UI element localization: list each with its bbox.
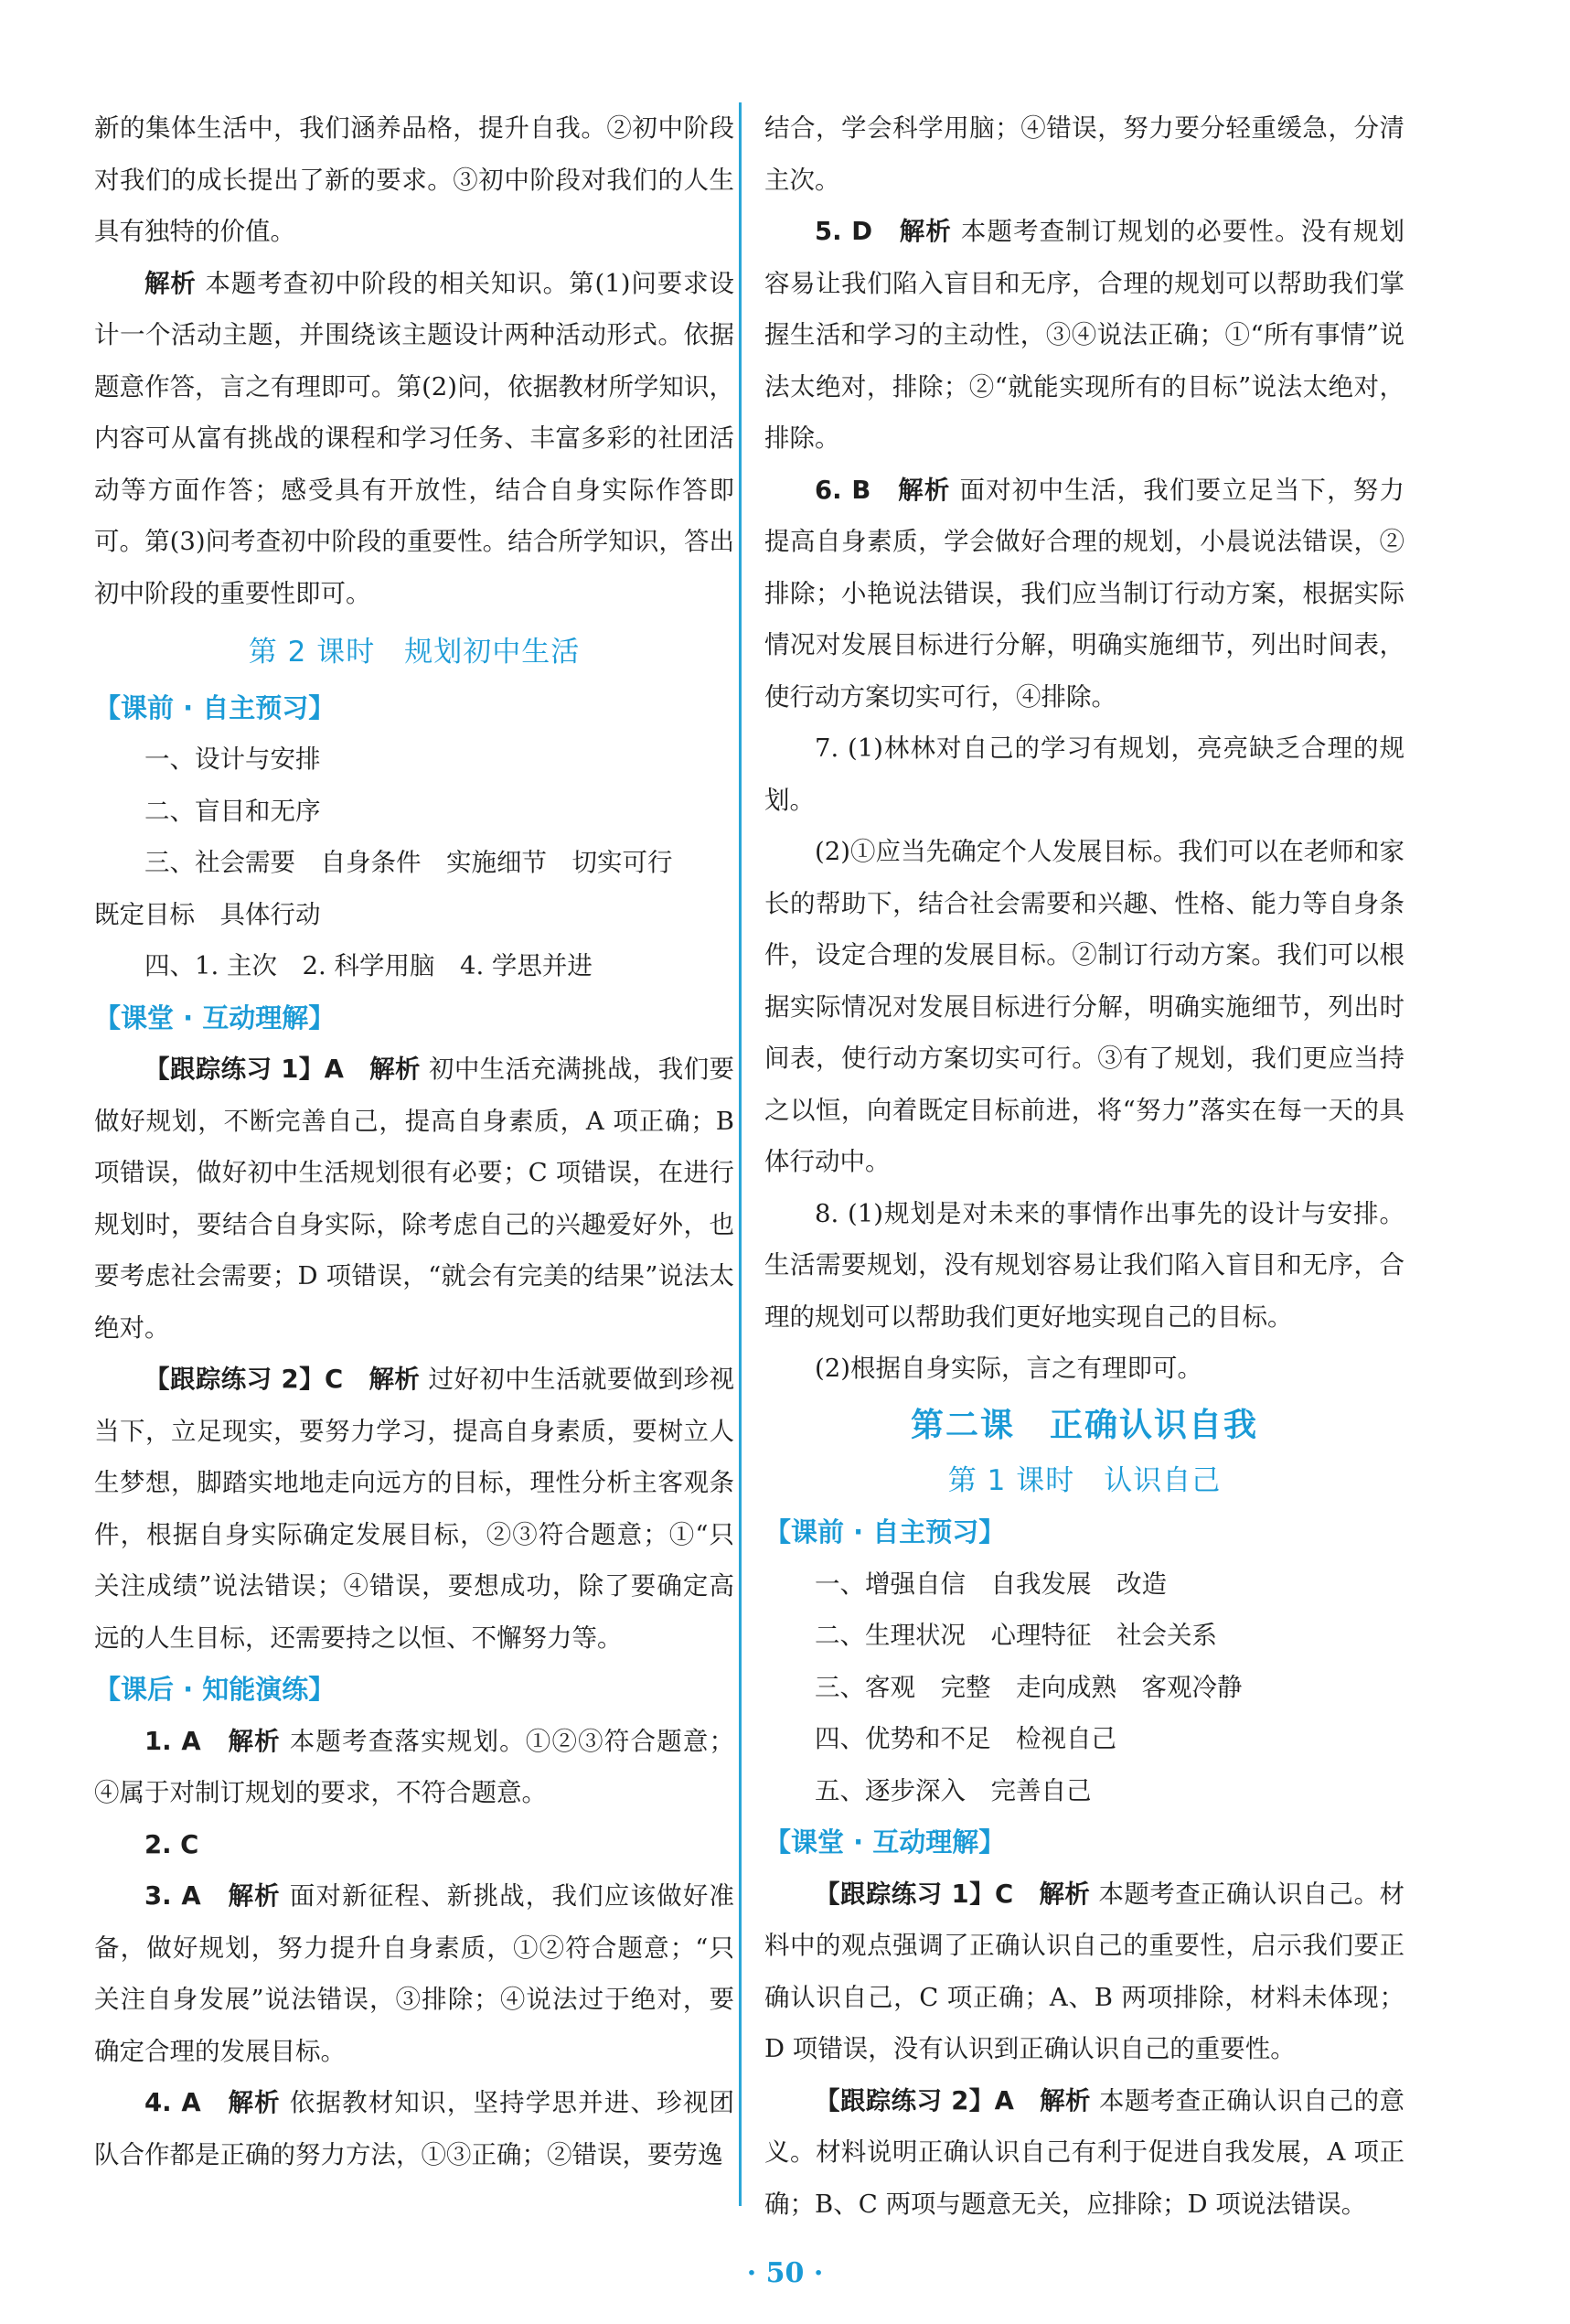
question-answer <box>764 206 1404 465</box>
answer-line: 四、1. 主次 2. 科学用脑 4. 学思并进 <box>144 951 593 980</box>
answer-line: 三、社会需要 自身条件 实施细节 切实可行 <box>144 848 673 877</box>
question-text: 面对初中生活，我们要立足当下，努力提高自身素质，学会做好合理的规划，小晨说法错误，②排除；小艳说法错误，我们应当制订行动方案，根据实际情况对发展目标进行分解，明确实施细节，列出时间表，使行动方案切实可行，④排除。 <box>764 475 1404 712</box>
analysis-label: 解析 <box>144 268 197 298</box>
question-text: 面对新征程、新挑战，我们应该做好准备，做好规划，努力提升自身素质，①②符合题意；“只关注自身发展”说法错误，③排除；④说法过于绝对，要确定合理的发展目标。 <box>94 1881 734 2066</box>
question-label: 1. A 解析 <box>144 1726 281 1756</box>
section-heading: 【课前 · 自主预习】 <box>94 691 336 723</box>
section-heading: 【课前 · 自主预习】 <box>764 1516 1006 1548</box>
question-label: 4. A 解析 <box>144 2088 281 2117</box>
section-heading: 【课堂 · 互动理解】 <box>764 1826 1006 1858</box>
question-answer <box>764 465 1404 723</box>
paragraph: 新的集体生活中，我们涵养品格，提升自我。②初中阶段对我们的成长提出了新的要求。③初中阶段对我们的人生具有独特的价值。 <box>94 113 734 246</box>
answer-line: 一、增强自信 自我发展 改造 <box>815 1569 1167 1599</box>
exercise-label: 【跟踪练习 2】C 解析 <box>144 1365 421 1394</box>
answer-line: 五、逐步深入 完善自己 <box>815 1775 1092 1805</box>
paragraph: 结合，学会科学用脑；④错误，努力要分轻重缓急，分清主次。 <box>764 113 1404 195</box>
exercise-answer <box>764 1869 1404 2075</box>
question-text: 本题考查落实规划。①②③符合题意；④属于对制订规划的要求，不符合题意。 <box>94 1726 734 1807</box>
question-label: 3. A 解析 <box>144 1881 281 1911</box>
exercise-text: 过好初中生活就要做到珍视当下，立足现实，要努力学习，提高自身素质，要树立人生梦想，脚踏实地地走向远方的目标，理性分析主客观条件，根据自身实际确定发展目标，②③符合题意；①“只关注成绩”说法错误；④错误，要想成功，除了要确定高远的人生目标，还需要持之以恒、不懈努力等。 <box>94 1365 735 1653</box>
exercise-label: 【跟踪练习 1】A 解析 <box>144 1055 421 1084</box>
answer-line: 一、设计与安排 <box>144 744 321 774</box>
exercise-label: 【跟踪练习 1】C 解析 <box>815 1879 1091 1909</box>
question-text: 本题考查制订规划的必要性。没有规划容易让我们陷入盲目和无序，合理的规划可以帮助我们掌握生活和学习的主动性，③④说法正确；①“所有事情”说法太绝对，排除；②“就能实现所有的目标”说法太绝对，排除。 <box>764 217 1405 453</box>
right-column <box>764 102 1404 2230</box>
exercise-text: 本题考查正确认识自己的意义。材料说明正确认识自己有利于促进自我发展，A 项正确；B、C 两项与题意无关，应排除；D 项说法错误。 <box>764 2085 1404 2219</box>
exercise-text: 初中生活充满挑战，我们要做好规划，不断完善自己，提高自身素质，A 项正确；B 项错误，做好初中生活规划很有必要；C 项错误，在进行规划时，要结合自身实际，除考虑自己的兴趣爱好外，也要考虑社会需要；D 项错误，“就会有完美的结果”说法太绝对。 <box>94 1055 734 1343</box>
question-label: 6. B 解析 <box>815 475 951 505</box>
question-text: 依据教材知识，坚持学思并进、珍视团队合作都是正确的努力方法，①③正确；②错误，要劳逸 <box>94 2088 734 2169</box>
answer-line: 二、盲目和无序 <box>144 796 321 826</box>
exercise-label: 【跟踪练习 2】A 解析 <box>815 2085 1091 2115</box>
lesson-title: 第 1 课时 认识自己 <box>947 1463 1222 1497</box>
analysis-text: 本题考查初中阶段的相关知识。第(1)问要求设计一个活动主题，并围绕该主题设计两种活动形式。依据题意作答，言之有理即可。第(2)问，依据教材所学知识，内容可从富有挑战的课程和学习任务、丰富多彩的社团活动等方面作答；感受具有开放性，结合自身实际作答即可。第(3)问考查初中阶段的重要性。结合所学知识，答出初中阶段的重要性即可。 <box>94 268 735 608</box>
question-answer <box>94 1870 734 2077</box>
lesson-title: 第 2 课时 规划初中生活 <box>248 636 581 669</box>
section-heading: 【课堂 · 互动理解】 <box>94 1001 336 1033</box>
question-answer: 8. (1)规划是对未来的事情作出事先的设计与安排。生活需要规划，没有规划容易让我们陷入盲目和无序，合理的规划可以帮助我们更好地实现自己的目标。 <box>764 1198 1404 1332</box>
unit-title: 第二课 正确认识自我 <box>910 1405 1258 1444</box>
column-divider <box>739 102 742 2206</box>
question-answer: (2)根据自身实际，言之有理即可。 <box>815 1354 1202 1383</box>
analysis-paragraph <box>94 258 734 620</box>
exercise-answer <box>764 2075 1404 2231</box>
exercise-answer <box>94 1354 734 1664</box>
question-answer <box>94 2077 734 2180</box>
page-number: · 50 · <box>746 2257 824 2289</box>
exercise-answer <box>94 1044 734 1354</box>
answer-line: 二、生理状况 心理特征 社会关系 <box>815 1621 1217 1650</box>
section-heading: 【课后 · 知能演练】 <box>94 1674 336 1705</box>
answer-line: 三、客观 完整 走向成熟 客观冷静 <box>815 1672 1243 1702</box>
answer-line: 既定目标 具体行动 <box>94 899 321 929</box>
question-label: 5. D 解析 <box>815 217 952 246</box>
question-answer: 7. (1)林林对自己的学习有规划，亮亮缺乏合理的规划。 <box>764 734 1404 815</box>
question-answer <box>94 1716 734 1819</box>
answer-line: 四、优势和不足 检视自己 <box>815 1724 1116 1753</box>
question-answer: 2. C <box>144 1829 199 1859</box>
question-answer: (2)①应当先确定个人发展目标。我们可以在老师和家长的帮助下，结合社会需要和兴趣、性格、能力等自身条件，设定合理的发展目标。②制订行动方案。我们可以根据实际情况对发展目标进行分解，明确实施细节，列出时间表，使行动方案切实可行。③有了规划，我们更应当持之以恒，向着既定目标前进，将“努力”落实在每一天的具体行动中。 <box>764 837 1404 1176</box>
left-column <box>94 102 734 2180</box>
exercise-text: 本题考查正确认识自己。材料中的观点强调了正确认识自己的重要性，启示我们要正确认识自己，C 项正确；A、B 两项排除，材料未体现；D 项错误，没有认识到正确认识自己的重要性。 <box>764 1879 1405 2063</box>
